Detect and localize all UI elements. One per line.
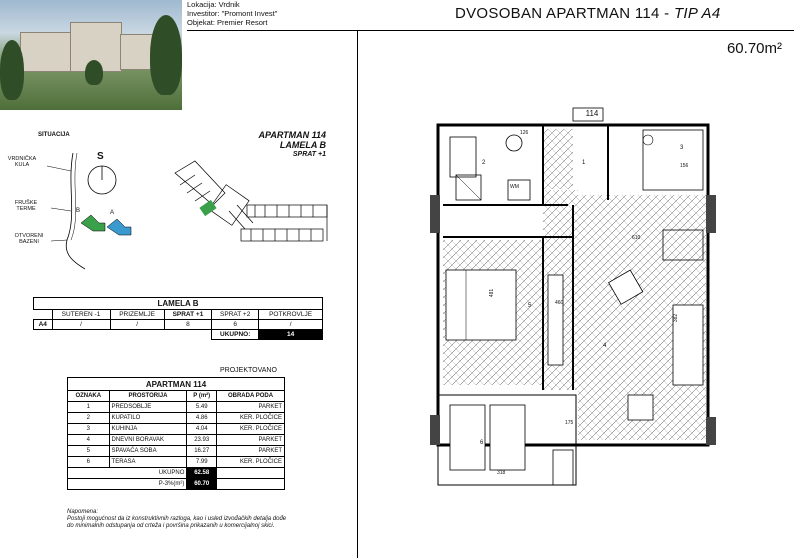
pointer-line [47, 166, 71, 171]
apartment-table [67, 377, 285, 490]
washing-machine-icon [508, 180, 530, 200]
apt-table-title: APARTMAN 114 [68, 378, 285, 391]
window [430, 415, 440, 445]
net-label: P-3%(m²) [68, 479, 187, 490]
apartment-info [182, 130, 326, 160]
table-row: 2 KUPATILO 4.86 KER. PLOČICE [68, 413, 285, 424]
sink-icon [506, 135, 522, 151]
room-number: 6 [480, 440, 484, 446]
situation-map [15, 145, 345, 275]
bed-icon [446, 270, 516, 340]
room-number: 2 [482, 160, 486, 166]
table-row: 3 KUHINJA 4.04 KER. PLOČICE [68, 424, 285, 435]
net-value: 60.70 [187, 479, 217, 490]
lamela-cell: / [52, 320, 110, 330]
room-number: 5 [528, 303, 532, 309]
lamela-cell: 6 [212, 320, 259, 330]
plan-label: 610 [632, 235, 641, 241]
terrace-lounger-icon [450, 405, 485, 470]
table-row: 4 DNEVNI BORAVAK 23.93 PARKET [68, 435, 285, 446]
lamela-cell: / [259, 320, 323, 330]
lamela-b-marker [81, 215, 105, 231]
north-label: S [97, 151, 104, 162]
apt-header: OBRADA PODA [217, 391, 285, 402]
situation-label: SITUACIJA [38, 132, 70, 138]
meta-object: Objekat: Premier Resort [187, 18, 268, 27]
column-divider [357, 30, 358, 558]
wardrobe-icon [548, 275, 563, 365]
plan-label: 318 [497, 470, 506, 476]
table-row: 6 TERASA 7.99 KER. PLOČICE [68, 457, 285, 468]
plan-label: 460 [555, 300, 564, 306]
place-otvoreni-bazeni: OTVORENI BAZENI [14, 233, 44, 245]
total-value: 62.58 [187, 468, 217, 479]
lamela-header: POTKROVLJE [259, 310, 323, 320]
plan-label-wm: WM [510, 184, 519, 190]
apt-header: P (m²) [187, 391, 217, 402]
meta-location: Lokacija: Vrdnik [187, 0, 240, 9]
plan-label: 126 [520, 130, 529, 136]
lamela-total-label: UKUPNO: [212, 330, 259, 340]
projected-label: PROJEKTOVANO [220, 367, 277, 374]
note-title: Napomena: [67, 509, 99, 515]
window [706, 417, 716, 445]
lamela-title: LAMELA B [34, 298, 323, 310]
kitchen-sink-icon [643, 135, 653, 145]
apt-header: PROSTORIJA [109, 391, 187, 402]
note [67, 509, 292, 530]
header-divider [187, 30, 794, 31]
plan-label: 156 [680, 163, 689, 169]
marker-a-label: A [110, 210, 115, 216]
place-vrdnicka-kula: VRDNIČKA KULA [7, 156, 37, 168]
plan-label: 481 [489, 288, 496, 298]
plan-label: 382 [673, 313, 680, 323]
meta-investor: Investitor: "Promont Invest" [187, 9, 278, 18]
lamela-header: SUTEREN -1 [52, 310, 110, 320]
lamela-row-label: A4 [34, 320, 53, 330]
building-footprint [175, 161, 327, 241]
floor-plan [428, 105, 722, 495]
room-number: 1 [582, 160, 586, 166]
table-row: 1 PREDSOBLJE 5.49 PARKET [68, 402, 285, 413]
road-line-2 [71, 153, 77, 240]
title-text: DVOSOBAN APARTMAN 114 - [455, 5, 674, 22]
lamela-total: 14 [259, 330, 323, 340]
place-fruske-terme: FRUŠKE TERME [14, 200, 38, 212]
room-number: 3 [680, 145, 684, 151]
pointer-line [51, 208, 71, 211]
armchair-icon-2 [628, 395, 653, 420]
room-number: 4 [603, 343, 607, 349]
terrace-lounger-icon-2 [490, 405, 525, 470]
apt-header: OZNAKA [68, 391, 110, 402]
table-row: 5 SPAVAĆA SOBA 16.27 PARKET [68, 446, 285, 457]
building-photo [0, 0, 182, 110]
apartment-number: APARTMAN 114 [258, 130, 326, 140]
plan-label: 175 [565, 420, 574, 426]
hall-floor [543, 129, 573, 189]
lamela-a-marker [107, 219, 131, 235]
lamela-cell: 8 [164, 320, 212, 330]
total-area: 60.70m² [726, 40, 782, 57]
lamela-header: SPRAT +1 [164, 310, 212, 320]
page-title [455, 5, 720, 22]
window [430, 195, 440, 233]
title-tip: TIP A4 [673, 5, 721, 22]
kitchen-counter [643, 130, 703, 190]
stairs-icon [553, 450, 573, 485]
lamela-cell: / [110, 320, 164, 330]
plan-number: 114 [585, 109, 599, 118]
toilet-icon [450, 137, 476, 177]
total-label: UKUPNO [68, 468, 187, 479]
project-meta [187, 0, 277, 27]
lamela-table [33, 297, 323, 340]
apartment-lamela: LAMELA B [279, 140, 326, 150]
lamela-header: SPRAT +2 [212, 310, 259, 320]
note-text: Postoji mogućnost da iz konstruktivnih razloga, kao i usled izvođačkih detalja dođe do minimalnih odstupanja od crteža i površina prikazanih u komercijalnoj skici. [67, 516, 287, 529]
pointer-line [51, 240, 67, 241]
apartment-floor: SPRAT +1 [292, 151, 326, 158]
window [706, 195, 716, 233]
lamela-header: PRIZEMLJE [110, 310, 164, 320]
marker-b-label: B [76, 208, 81, 214]
